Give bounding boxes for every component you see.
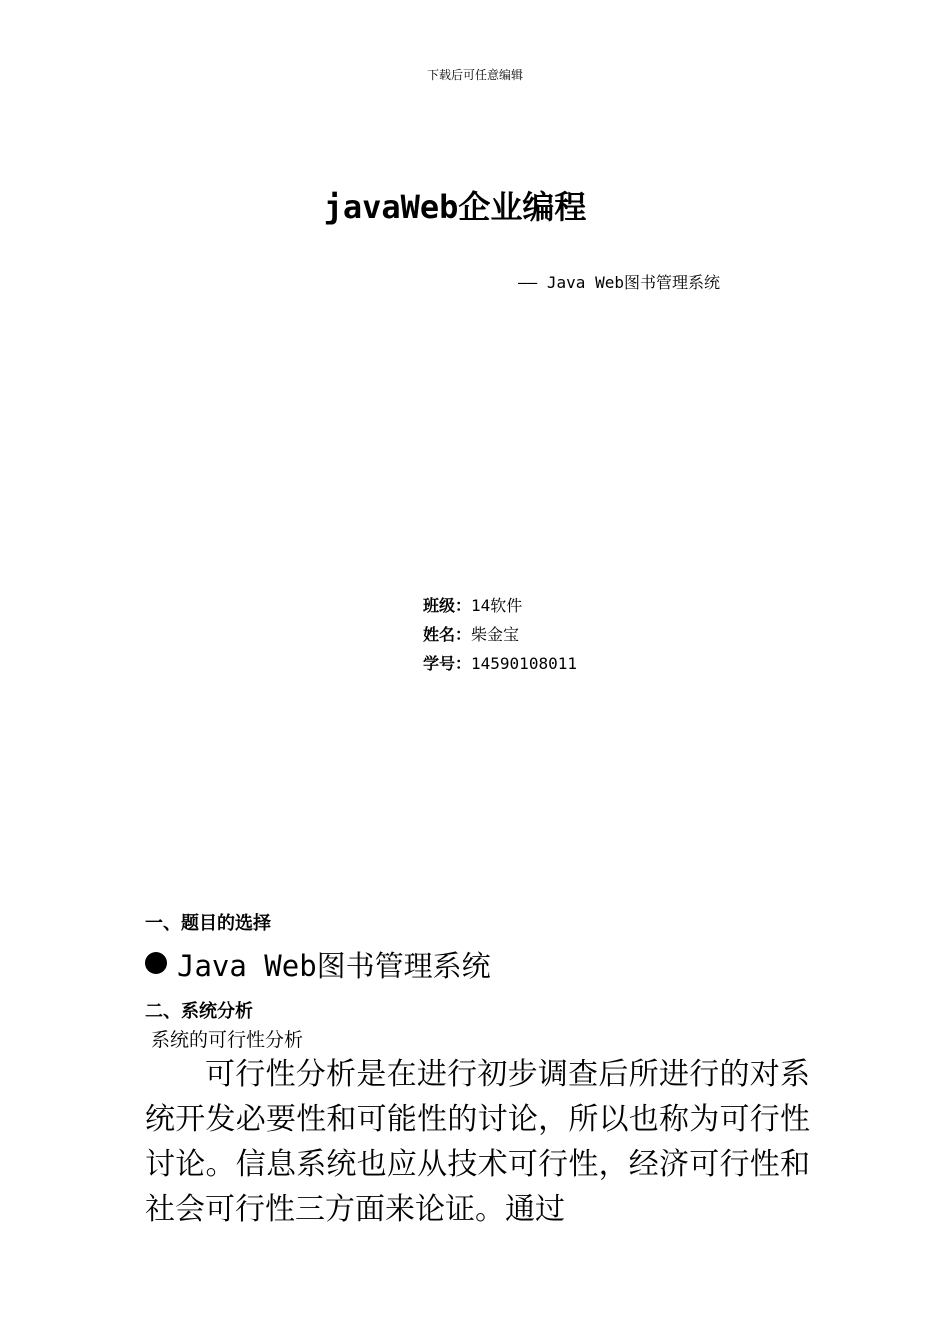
name-info-line [423,622,519,645]
document-subtitle: —— Java Web图书管理系统 [518,273,720,292]
topic-bullet-item [145,944,491,985]
page-header-note: 下载后可任意编辑 [426,68,523,82]
topic-bullet-text: Java Web图书管理系统 [177,949,491,983]
student-id-info-line [423,651,577,674]
class-info-line [423,593,522,616]
section-heading-topic: 一、题目的选择 [145,913,271,934]
bullet-dot-icon [145,952,167,974]
name-label: 姓名： [423,625,472,644]
student-id-value: 14590108011 [471,654,577,673]
student-id-label: 学号： [423,654,472,673]
class-label: 班级： [423,596,472,615]
feasibility-subheading: 系统的可行性分析 [151,1029,304,1051]
section-heading-analysis: 二、系统分析 [145,1001,253,1022]
name-value: 柴金宝 [471,625,520,644]
feasibility-paragraph: 可行性分析是在进行初步调查后所进行的对系统开发必要性和可能性的讨论，所以也称为可行性讨论。信息系统也应从技术可行性，经济可行性和社会可行性三方面来论证。通过 [145,1057,810,1227]
class-value: 14软件 [471,596,523,615]
document-title: javaWeb企业编程 [323,188,587,226]
